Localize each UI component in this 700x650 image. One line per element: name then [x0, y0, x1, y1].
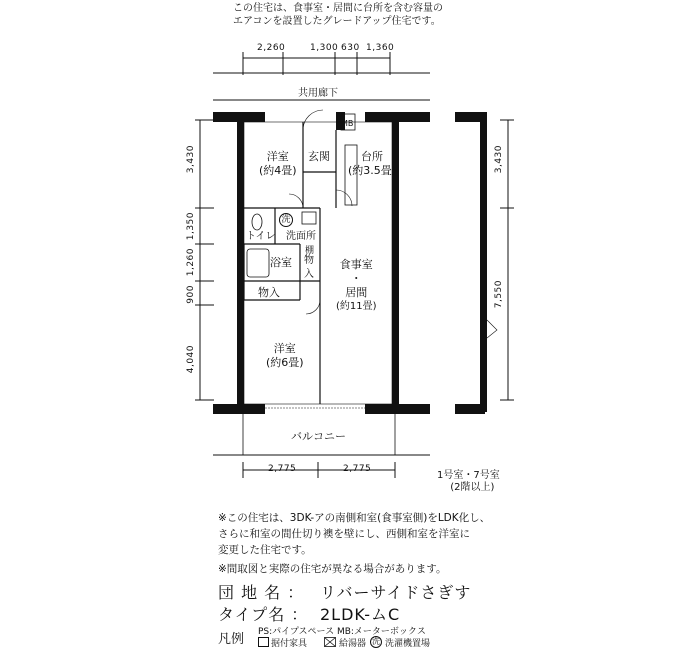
legend-line1: PS:パイプスペース MB:メーターボックス [258, 627, 426, 637]
room-western6: 洋室 (約6畳) [266, 342, 304, 369]
room-bath: 浴室 [270, 256, 292, 269]
washer-mark-icon: 洗 [372, 637, 380, 646]
room-storage1: 物 入 [304, 255, 314, 280]
room-shelf: 棚 [305, 246, 315, 256]
legend-fixed-furniture: 据付家具 [271, 639, 308, 649]
estate-value: リバーサイドさぎす [320, 583, 472, 602]
right-dim-1: 3,430 [494, 145, 504, 174]
mb-label: MB [341, 119, 354, 128]
left-dim-4: 900 [186, 285, 196, 304]
type-value: 2LDK-ムC [320, 605, 401, 624]
fixed-furniture-icon [258, 637, 269, 647]
left-dim-2: 1,350 [186, 212, 196, 241]
top-dim-3: 630 [341, 43, 360, 53]
bottom-dim-1: 2,775 [268, 464, 297, 474]
left-dim-3: 1,260 [186, 248, 196, 277]
right-dim-2: 7,550 [494, 280, 504, 309]
note-1: ※この住宅は、3DK-アの南側和室(食事室側)をLDK化し、 [218, 512, 491, 524]
room-kitchen: 台所 (約3.5畳) [348, 150, 397, 177]
legend-title: 凡例 [218, 632, 245, 647]
type-label: タイプ名 ： [218, 605, 309, 624]
corridor-label: 共用廊下 [298, 88, 338, 99]
legend-water-heater: 給湯器 [339, 639, 367, 649]
room-toilet: トイレ [246, 231, 276, 242]
room-entrance: 玄関 [308, 150, 330, 163]
note-3: 変更した住宅です。 [218, 544, 312, 556]
unit-label: 1号室・7号室 (2階以上) [437, 470, 500, 493]
top-dim-4: 1,360 [366, 43, 395, 53]
note-2: さらに和室の間仕切り襖を壁にし、西側和室を洋室に [218, 528, 470, 540]
top-note-2: エアコンを設置したグレードアップ住宅です。 [233, 16, 441, 27]
room-washroom: 洗面所 [286, 231, 316, 242]
bottom-dim-2: 2,775 [343, 464, 372, 474]
room-western4: 洋室 (約4畳) [259, 150, 297, 177]
legend-washer: 洗濯機置場 [385, 639, 431, 649]
wash-mark: 洗 [279, 213, 293, 227]
estate-label: 団 地 名 ： [218, 583, 305, 602]
top-dim-1: 2,260 [257, 43, 286, 53]
room-ldk: 食事室 ・ 居間 (約11畳) [336, 258, 377, 312]
top-dim-2: 1,300 [310, 43, 339, 53]
left-dim-1: 3,430 [186, 145, 196, 174]
room-balcony: バルコニー [291, 430, 346, 443]
room-storage2: 物入 [258, 286, 280, 299]
note-4: ※間取図と実際の住宅が異なる場合があります。 [218, 563, 447, 575]
top-note-1: この住宅は、食事室・居間に台所を含む容量の [233, 3, 443, 14]
left-dim-5: 4,040 [186, 345, 196, 374]
water-heater-icon [324, 637, 336, 647]
